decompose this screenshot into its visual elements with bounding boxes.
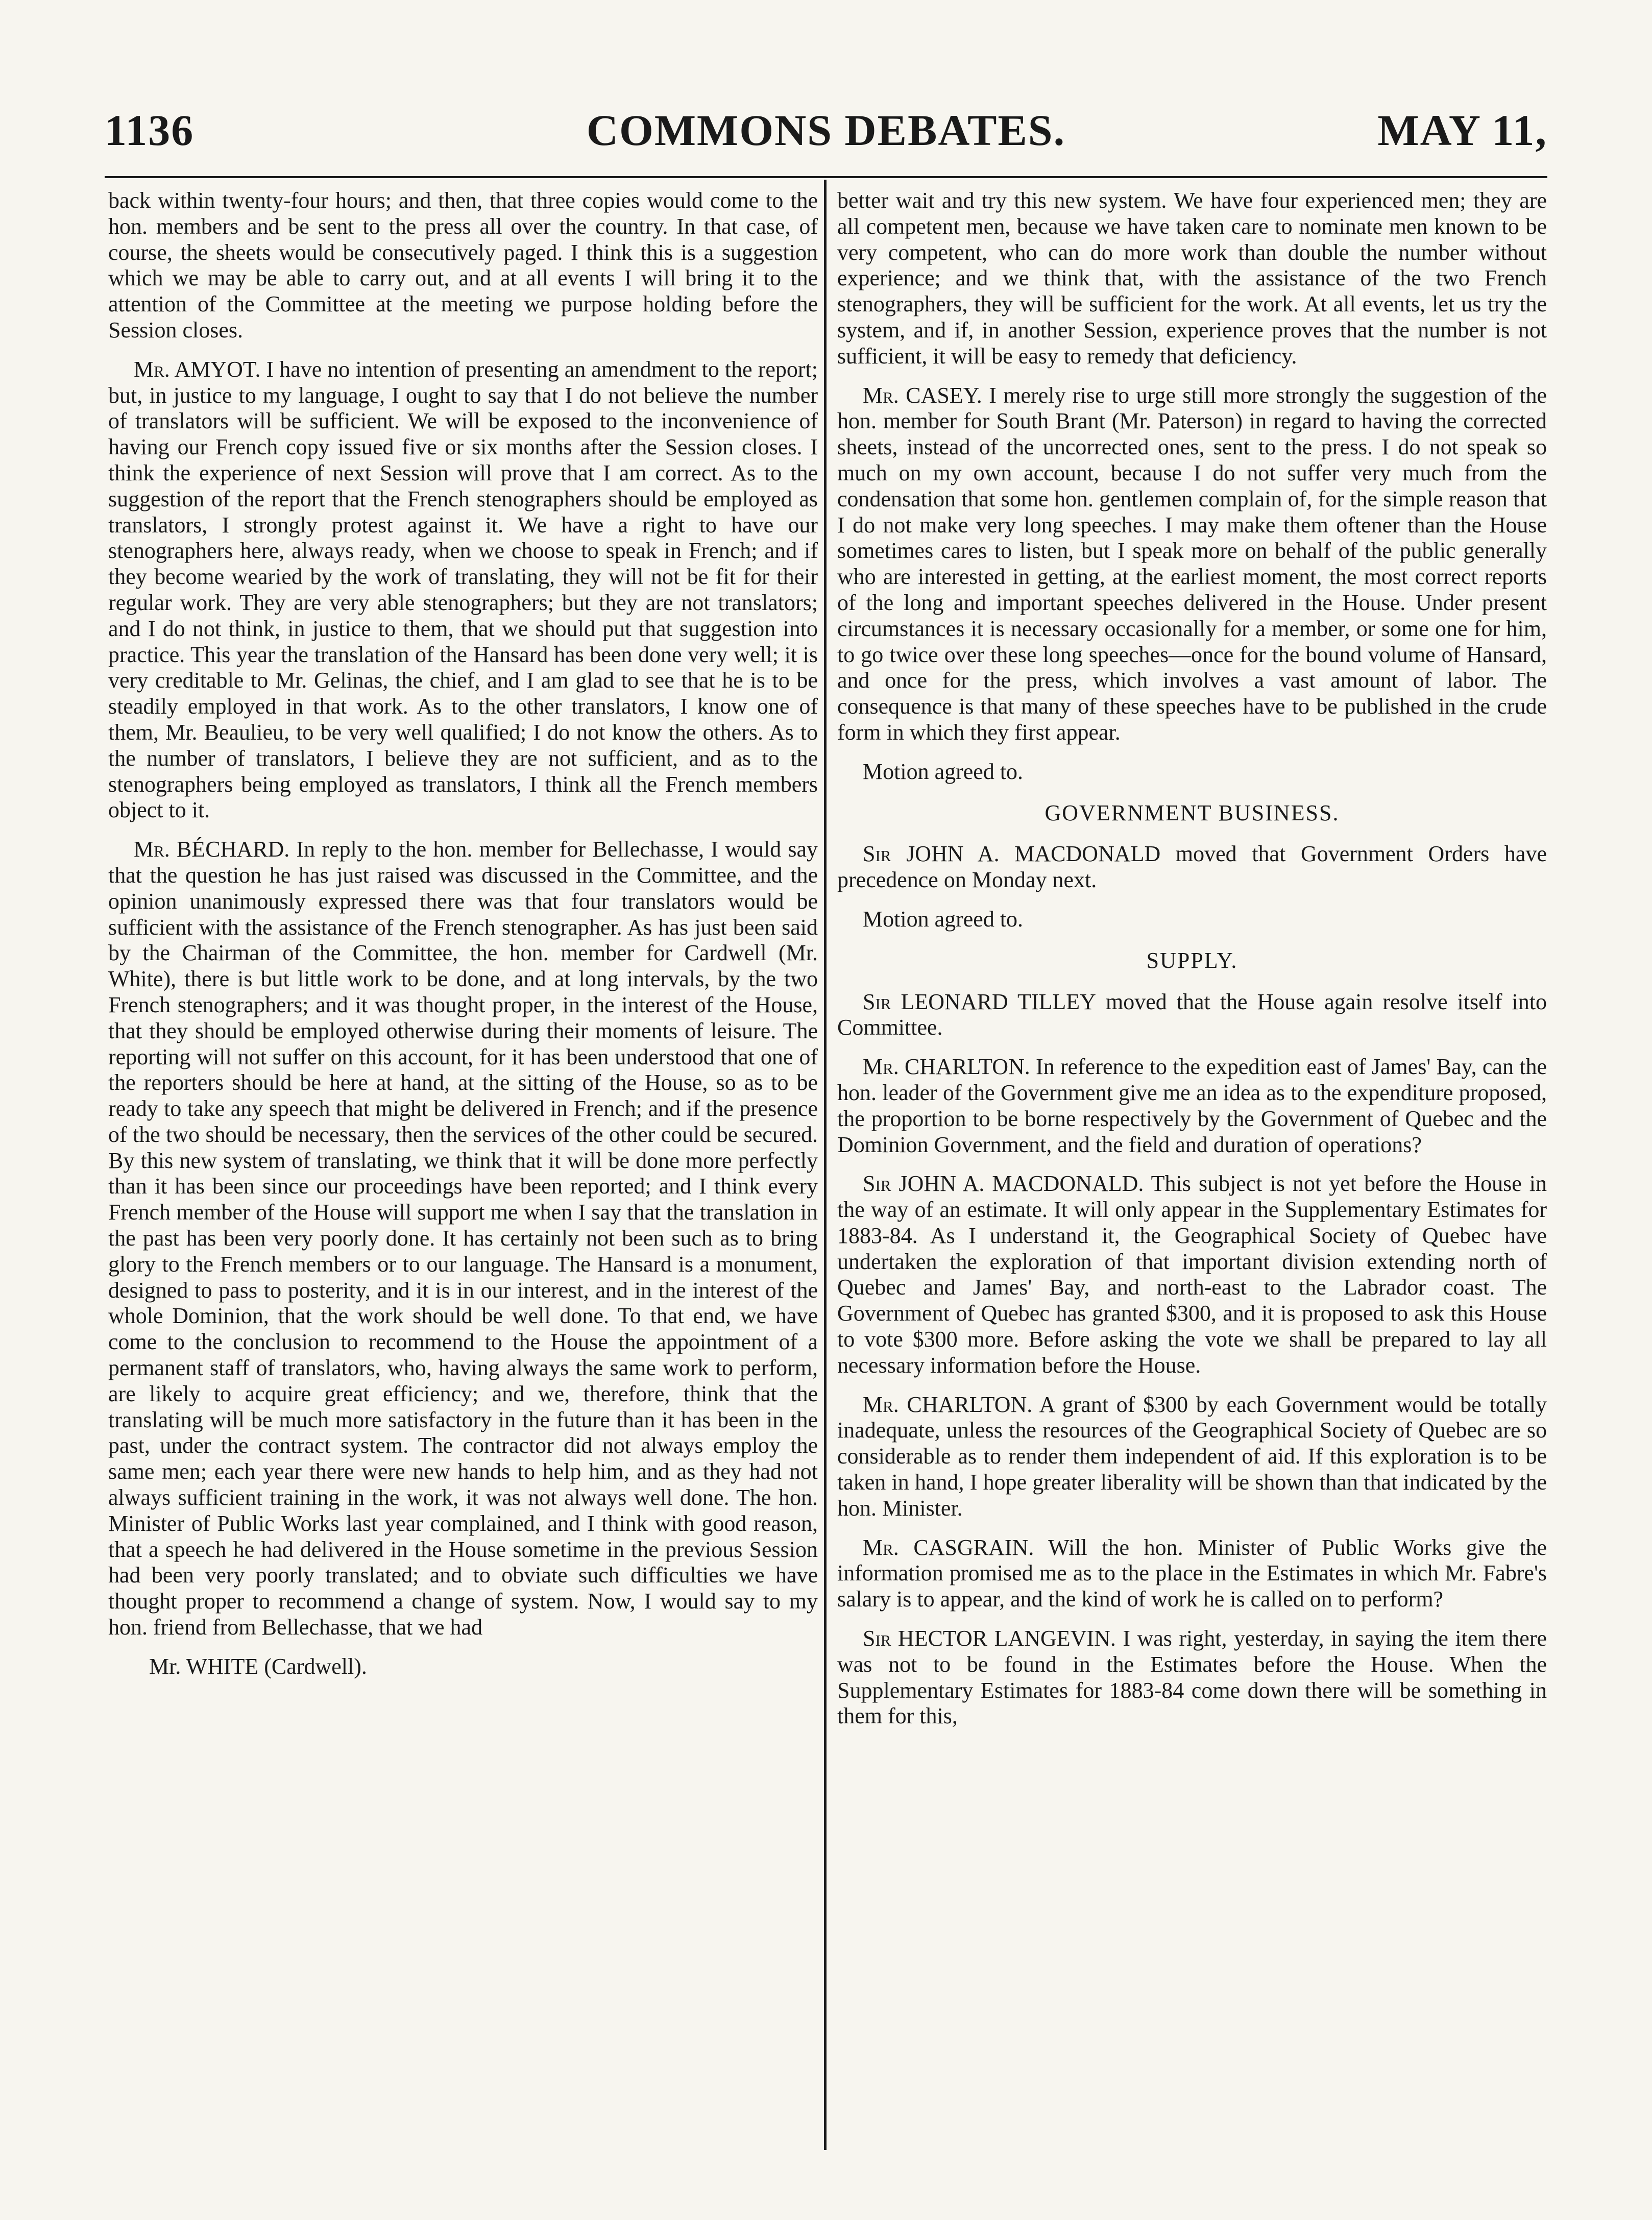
speaker-name: Sir JOHN A. MACDONALD: [863, 841, 1161, 867]
speech-text: In reference to the expedition east of James' Bay, can the hon. leader of the Government give me an idea as to the expenditure proposed, the proportion to be borne respectively by the Government of Quebec and the Dominion Government, and the field and duration of operations?: [837, 1054, 1547, 1157]
speech-text: I was right, yesterday, in saying the item there was not to be found in the Estimates before the House. When the Supplementary Estimates for 1883-84 come down there will be something in them for this,: [837, 1626, 1547, 1729]
paragraph: [108, 357, 818, 823]
speech-text: moved that Government Orders have precedence on Monday next.: [837, 841, 1547, 893]
paragraph: [837, 1392, 1547, 1522]
speech-text: I merely rise to urge still more strongly the suggestion of the hon. member for South Brant (Mr. Paterson) in regard to having the corrected sheets, instead of the uncorrected ones, sent to the press. I do not speak so much on my own account, because I do not suffer very much from the condensation that some hon. gentlemen complain of, for the simple reason that I do not make very long speeches. I may make them oftener than the House sometimes cares to listen, but I speak more on behalf of the public generally who are interested in getting, at the earliest moment, the most correct reports of the long and important speeches delivered in the House. Under present circumstances it is necessary occasionally for a member, or some one for him, to go twice over these long speeches—once for the bound volume of Hansard, and once for the press, which involves a vast amount of labor. The consequence is that many of these speeches have to be published in the crude form in which they first appear.: [837, 382, 1547, 745]
page-header: [105, 105, 1547, 166]
speaker-name: Mr. CHARLTON.: [863, 1392, 1033, 1417]
paragraph: [108, 837, 818, 1641]
speaker-name: Mr. CHARLTON.: [863, 1054, 1030, 1080]
paragraph: [837, 1171, 1547, 1378]
speech-text: moved that the House again resolve itself into Committee.: [837, 989, 1547, 1040]
motion-line: Motion agreed to.: [863, 759, 1024, 784]
section-heading: SUPPLY.: [1146, 947, 1238, 973]
header-rule: [105, 176, 1547, 178]
paragraph: [837, 841, 1547, 893]
paragraph: back within twenty-four hours; and then, that three copies would come to the hon. members and be sent to the press all over the country. In that case, of course, the sheets would be consecutively paged. I think this is a suggestion which we may be able to carry out, and at all events I will bring it to the attention of the Committee at the meeting we purpose holding before the Session closes.: [108, 188, 818, 343]
paragraph: [837, 1535, 1547, 1613]
paragraph: [837, 383, 1547, 746]
speech-text: A grant of $300 by each Government would be totally inadequate, unless the resources of the Geographical Society of Quebec are so considerable as to render them independent of aid. If this exploration is to be taken in hand, I hope greater liberality will be shown than that indicated by the hon. Minister.: [837, 1392, 1547, 1521]
running-footer: Mr. WHITE (Cardwell).: [149, 1653, 367, 1679]
column-divider: [824, 180, 827, 2150]
speech-text: In reply to the hon. member for Bellechasse, I would say that the question he has just raised was discussed in the Committee, and the opinion unanimously expressed there was that four translators would be sufficient with the assistance of the French stenographer. As has just been said by the Chairman of the Committee, the hon. member for Cardwell (Mr. White), there is but little work to be done, and at long intervals, by the two French stenographers; and it was thought proper, in the interest of the House, that they should be employed otherwise during their moments of leisure. The reporting will not suffer on this account, for it has been understood that one of the reporters should be here at hand, at the sitting of the House, so as to be ready to take any speech that might be delivered in French; and if the presence of the two should be necessary, then the services of the other could be secured. By this new system of translating, we think that it will be done more perfectly than it has been since our proceedings have been reported; and I think every French member of the House will support me when I say that the translation in the past has been very poorly done. It has certainly not been such as to bring glory to the French members or to our language. The Hansard is a monument, designed to pass to posterity, and it is in our interest, and in the interest of the whole Dominion, that the work should be well done. To that end, we have come to the conclusion to recommend to the House the appointment of a permanent staff of translators, who, having always the same work to perform, are likely to acquire great efficiency; and we, therefore, think that the translating will be much more satisfactory in the future than it has been in the past, under the contract system. The contractor did not always employ the same men; each year there were new hands to help him, and as they had not always sufficient training in the work, it was not always well done. The hon. Minister of Public Works last year complained, and I think with good reason, that a speech he had delivered in the House sometime in the previous Session had been very poorly translated; and to obviate such difficulties we have thought proper to recommend a change of system. Now, I would say to my hon. friend from Bellechasse, that we had: [108, 837, 818, 1640]
paragraph: [837, 989, 1547, 1041]
paragraph: better wait and try this new system. We have four experienced men; they are all competent men, because we have taken care to nominate men known to be very competent, who can do more work than double the number without experience; and we think that, with the assistance of the two French stenographers, they will be sufficient for the work. At all events, let us try the system, and if, in another Session, experience proves that the number is not sufficient, it will be easy to remedy that deficiency.: [837, 188, 1547, 369]
speech-text: Will the hon. Minister of Public Works give the information promised me as to the place in the Estimates in which Mr. Fabre's salary is to appear, and the kind of work he is called on to perform?: [837, 1534, 1547, 1612]
right-column: [837, 188, 1547, 2005]
page-number: 1136: [105, 106, 195, 155]
speaker-name: Sir HECTOR LANGEVIN.: [863, 1626, 1116, 1651]
page-title: COMMONS DEBATES.: [586, 106, 1066, 155]
speaker-name: Mr. AMYOT.: [134, 356, 261, 382]
paragraph: [837, 1626, 1547, 1729]
left-column: [108, 188, 818, 2179]
page-date: MAY 11,: [1377, 106, 1547, 155]
paragraph: [837, 1054, 1547, 1158]
speech-text: I have no intention of presenting an amendment to the report; but, in justice to my language, I ought to say that I do not believe the number of translators will be sufficient. We will be exposed to the inconvenience of having our French copy issued five or six months after the Session closes. I think the experience of next Session will prove that I am correct. As to the suggestion of the report that the French stenographers should be employed as translators, I strongly protest against it. We have a right to have our stenographers here, always ready, when we choose to speak in French; and if they become wearied by the work of translating, they will not be fit for their regular work. They are very able stenographers; but they are not translators; and I do not think, in justice to them, that we should put that suggestion into practice. This year the translation of the Hansard has been done very well; it is very creditable to Mr. Gelinas, the chief, and I am glad to see that he is to be steadily employed in that work. As to the other translators, I know one of them, Mr. Beaulieu, to be very well qualified; I do not know the others. As to the number of translators, I believe they are not sufficient, and as to the stenographers being employed as translators, I think all the French members object to it.: [108, 356, 818, 823]
speaker-name: Mr. CASEY.: [863, 382, 982, 408]
section-heading: GOVERNMENT BUSINESS.: [1044, 800, 1340, 825]
speech-text: This subject is not yet before the House in the way of an estimate. It will only appear in the Supplementary Estimates for 1883-84. As I understand it, the Geographical Society of Quebec have undertaken the exploration of that important division extending north of Quebec and James' Bay, and north-east to the Labrador coast. The Government of Quebec has granted $300, and it is proposed to ask this House to vote $300 more. Before asking the vote we shall be prepared to lay all necessary information before the House.: [837, 1171, 1547, 1378]
speaker-name: Mr. BÉCHARD.: [134, 837, 290, 862]
speaker-name: Mr. CASGRAIN.: [863, 1534, 1034, 1560]
speaker-name: Sir LEONARD TILLEY: [863, 989, 1096, 1014]
speaker-name: Sir JOHN A. MACDONALD.: [863, 1171, 1144, 1197]
motion-line: Motion agreed to.: [863, 906, 1024, 932]
